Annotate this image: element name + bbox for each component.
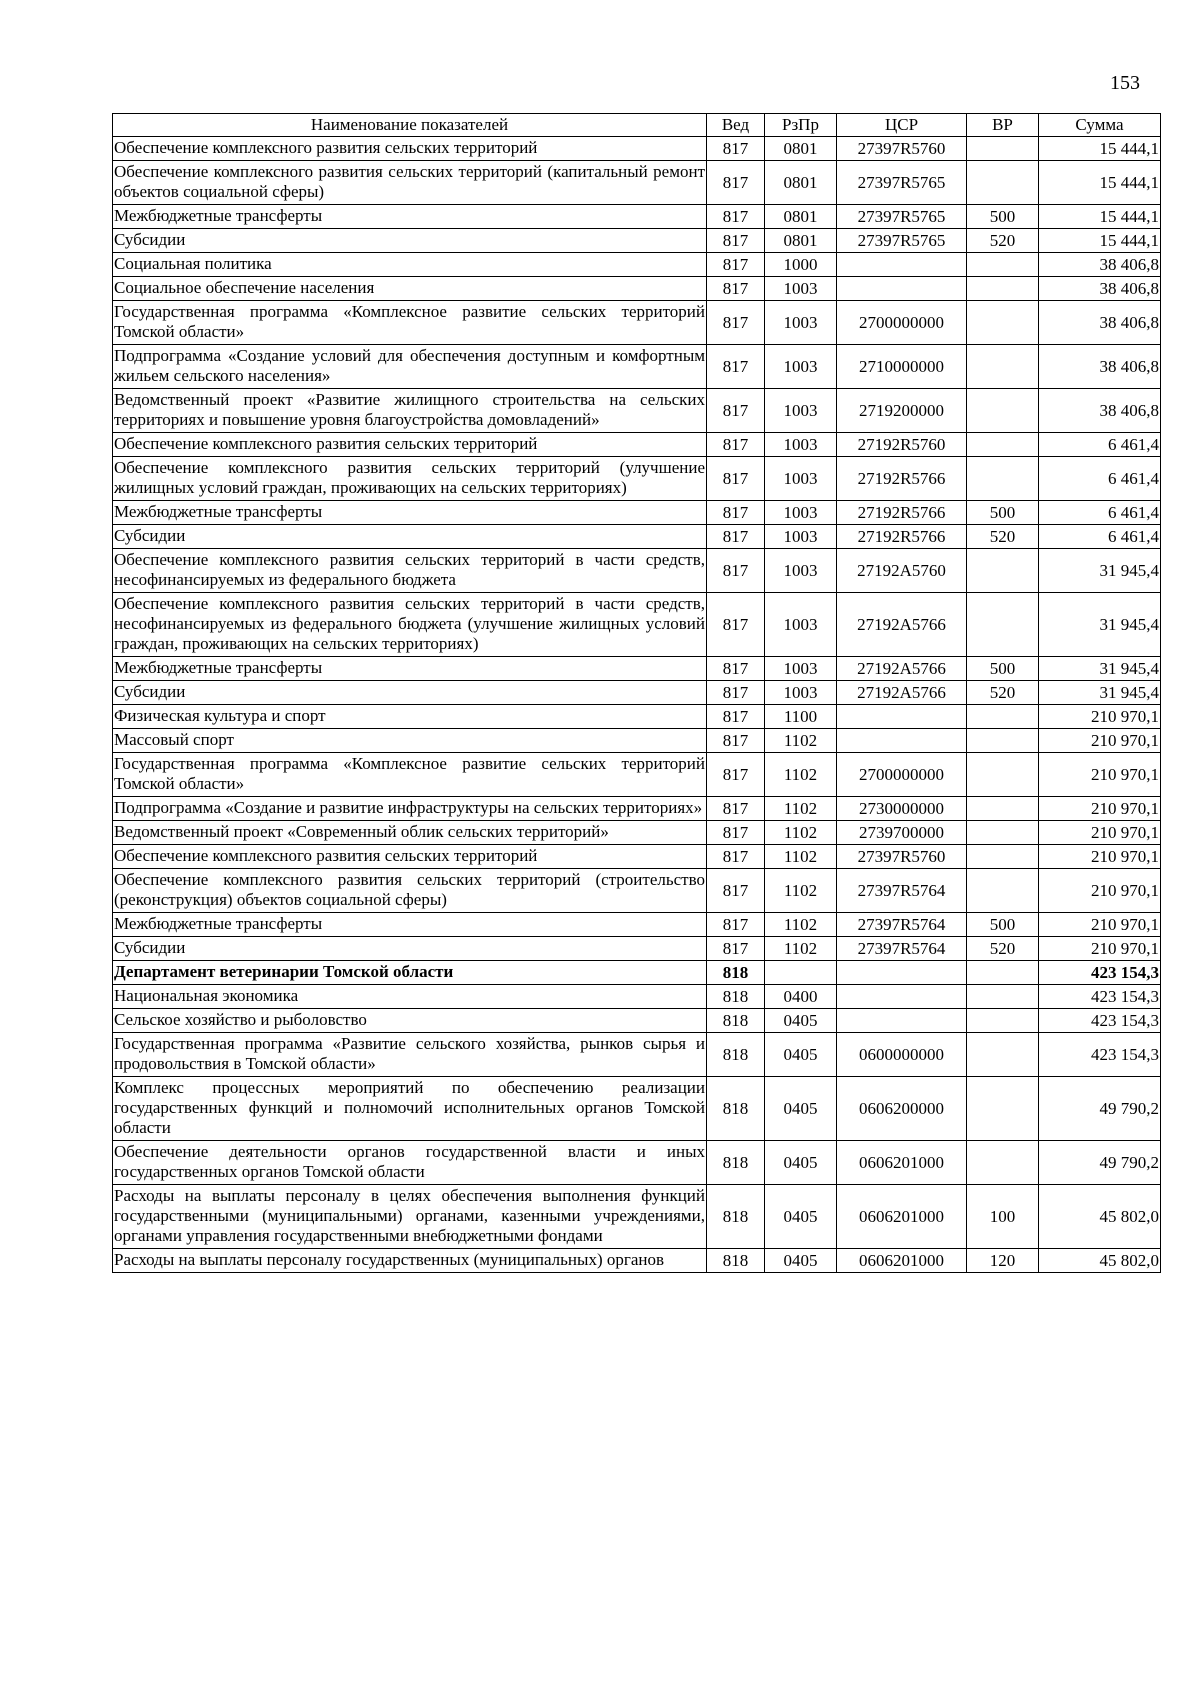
cell-rzpr: 1102	[765, 913, 837, 937]
table-row	[113, 1077, 1161, 1141]
cell-rzpr: 0405	[765, 1249, 837, 1273]
table-row	[113, 433, 1161, 457]
cell-name: Обеспечение комплексного развития сельских территорий	[113, 137, 707, 161]
cell-rzpr: 0405	[765, 1033, 837, 1077]
table-row	[113, 593, 1161, 657]
table-row	[113, 657, 1161, 681]
cell-vr	[967, 549, 1039, 593]
cell-sum: 31 945,4	[1039, 549, 1161, 593]
cell-ved: 817	[707, 501, 765, 525]
cell-csr: 27397R5760	[837, 137, 967, 161]
cell-ved: 817	[707, 913, 765, 937]
cell-sum: 45 802,0	[1039, 1249, 1161, 1273]
cell-name: Комплекс процессных мероприятий по обеспечению реализации государственных функций и полномочий исполнительных органов Томской области	[113, 1077, 707, 1141]
table-row	[113, 845, 1161, 869]
cell-name: Социальная политика	[113, 253, 707, 277]
table-row	[113, 345, 1161, 389]
cell-name: Физическая культура и спорт	[113, 705, 707, 729]
cell-ved: 817	[707, 753, 765, 797]
cell-name: Социальное обеспечение населения	[113, 277, 707, 301]
cell-vr: 500	[967, 205, 1039, 229]
cell-sum: 31 945,4	[1039, 657, 1161, 681]
cell-csr: 0606201000	[837, 1185, 967, 1249]
cell-rzpr: 1003	[765, 345, 837, 389]
cell-ved: 817	[707, 253, 765, 277]
cell-sum: 31 945,4	[1039, 593, 1161, 657]
cell-sum: 210 970,1	[1039, 937, 1161, 961]
cell-vr: 520	[967, 525, 1039, 549]
table-row	[113, 705, 1161, 729]
cell-rzpr: 1102	[765, 821, 837, 845]
cell-vr	[967, 161, 1039, 205]
cell-rzpr: 0405	[765, 1185, 837, 1249]
cell-vr	[967, 705, 1039, 729]
table-row	[113, 869, 1161, 913]
cell-name: Обеспечение комплексного развития сельских территорий (капитальный ремонт объектов социальной сферы)	[113, 161, 707, 205]
cell-rzpr: 1003	[765, 549, 837, 593]
table-row	[113, 137, 1161, 161]
cell-csr: 2700000000	[837, 301, 967, 345]
cell-name: Национальная экономика	[113, 985, 707, 1009]
table-row	[113, 205, 1161, 229]
cell-vr	[967, 729, 1039, 753]
cell-sum: 210 970,1	[1039, 753, 1161, 797]
cell-csr: 27192R5760	[837, 433, 967, 457]
cell-vr: 500	[967, 657, 1039, 681]
table-row	[113, 229, 1161, 253]
table-row	[113, 1141, 1161, 1185]
cell-vr	[967, 1077, 1039, 1141]
cell-sum: 210 970,1	[1039, 729, 1161, 753]
cell-csr	[837, 961, 967, 985]
cell-sum: 38 406,8	[1039, 301, 1161, 345]
cell-ved: 817	[707, 137, 765, 161]
cell-ved: 817	[707, 681, 765, 705]
cell-csr: 27397R5764	[837, 937, 967, 961]
cell-vr: 500	[967, 913, 1039, 937]
cell-name: Субсидии	[113, 525, 707, 549]
cell-vr	[967, 137, 1039, 161]
cell-vr	[967, 845, 1039, 869]
cell-vr	[967, 389, 1039, 433]
cell-csr: 2710000000	[837, 345, 967, 389]
cell-sum: 38 406,8	[1039, 277, 1161, 301]
cell-sum: 15 444,1	[1039, 137, 1161, 161]
cell-name: Расходы на выплаты персоналу государственных (муниципальных) органов	[113, 1249, 707, 1273]
table-row	[113, 549, 1161, 593]
cell-vr	[967, 961, 1039, 985]
cell-csr	[837, 729, 967, 753]
cell-rzpr: 1003	[765, 277, 837, 301]
cell-vr: 520	[967, 937, 1039, 961]
cell-vr: 120	[967, 1249, 1039, 1273]
cell-ved: 817	[707, 433, 765, 457]
cell-ved: 817	[707, 301, 765, 345]
cell-sum: 210 970,1	[1039, 913, 1161, 937]
cell-csr: 0600000000	[837, 1033, 967, 1077]
cell-rzpr: 0801	[765, 229, 837, 253]
cell-csr: 27192A5766	[837, 681, 967, 705]
cell-name: Межбюджетные трансферты	[113, 501, 707, 525]
cell-name: Межбюджетные трансферты	[113, 657, 707, 681]
cell-csr: 27397R5765	[837, 205, 967, 229]
table-row	[113, 525, 1161, 549]
cell-ved: 817	[707, 229, 765, 253]
cell-ved: 818	[707, 985, 765, 1009]
cell-sum: 31 945,4	[1039, 681, 1161, 705]
cell-ved: 817	[707, 729, 765, 753]
cell-vr	[967, 985, 1039, 1009]
header-csr: ЦСР	[837, 114, 967, 137]
cell-name: Межбюджетные трансферты	[113, 205, 707, 229]
cell-vr	[967, 253, 1039, 277]
table-row	[113, 253, 1161, 277]
cell-rzpr: 0405	[765, 1141, 837, 1185]
cell-name: Департамент ветеринарии Томской области	[113, 961, 707, 985]
cell-ved: 817	[707, 161, 765, 205]
cell-csr: 0606201000	[837, 1249, 967, 1273]
cell-csr: 2700000000	[837, 753, 967, 797]
cell-vr: 520	[967, 681, 1039, 705]
cell-ved: 817	[707, 277, 765, 301]
cell-csr	[837, 1009, 967, 1033]
table-row	[113, 913, 1161, 937]
cell-name: Обеспечение деятельности органов государственной власти и иных государственных органов Томской области	[113, 1141, 707, 1185]
cell-name: Обеспечение комплексного развития сельских территорий в части средств, несофинансируемых из федерального бюджета	[113, 549, 707, 593]
cell-rzpr: 1003	[765, 657, 837, 681]
cell-rzpr: 1102	[765, 869, 837, 913]
table-row	[113, 1009, 1161, 1033]
cell-name: Государственная программа «Развитие сельского хозяйства, рынков сырья и продовольствия в Томской области»	[113, 1033, 707, 1077]
cell-vr	[967, 433, 1039, 457]
cell-name: Государственная программа «Комплексное развитие сельских территорий Томской области»	[113, 301, 707, 345]
cell-sum: 210 970,1	[1039, 705, 1161, 729]
cell-vr	[967, 301, 1039, 345]
cell-csr: 27192R5766	[837, 457, 967, 501]
cell-csr: 27397R5764	[837, 869, 967, 913]
cell-rzpr: 0400	[765, 985, 837, 1009]
cell-vr: 520	[967, 229, 1039, 253]
cell-sum: 6 461,4	[1039, 433, 1161, 457]
table-row	[113, 937, 1161, 961]
cell-rzpr: 0405	[765, 1009, 837, 1033]
cell-name: Обеспечение комплексного развития сельских территорий в части средств, несофинансируемых из федерального бюджета (улучшение жилищных условий граждан, проживающих на сельских территориях)	[113, 593, 707, 657]
table-row	[113, 301, 1161, 345]
cell-sum: 38 406,8	[1039, 389, 1161, 433]
cell-rzpr: 1003	[765, 525, 837, 549]
cell-ved: 818	[707, 1033, 765, 1077]
cell-ved: 817	[707, 845, 765, 869]
cell-ved: 817	[707, 205, 765, 229]
table-body	[113, 137, 1161, 1273]
cell-name: Расходы на выплаты персоналу в целях обеспечения выполнения функций государственными (муниципальными) органами, казенными учреждениями, органами управления государственными внебюджетными фондами	[113, 1185, 707, 1249]
cell-rzpr: 0801	[765, 161, 837, 205]
table-row	[113, 501, 1161, 525]
cell-ved: 817	[707, 657, 765, 681]
cell-ved: 817	[707, 937, 765, 961]
cell-ved: 818	[707, 1009, 765, 1033]
cell-csr: 27192A5760	[837, 549, 967, 593]
cell-name: Обеспечение комплексного развития сельских территорий (строительство (реконструкция) объектов социальной сферы)	[113, 869, 707, 913]
cell-name: Массовый спорт	[113, 729, 707, 753]
cell-sum: 210 970,1	[1039, 869, 1161, 913]
cell-sum: 6 461,4	[1039, 457, 1161, 501]
cell-csr	[837, 705, 967, 729]
header-ved: Вед	[707, 114, 765, 137]
table-row	[113, 797, 1161, 821]
cell-name: Подпрограмма «Создание условий для обеспечения доступным и комфортным жильем сельского населения»	[113, 345, 707, 389]
cell-vr	[967, 457, 1039, 501]
table-row	[113, 1185, 1161, 1249]
cell-vr	[967, 1033, 1039, 1077]
cell-csr: 2739700000	[837, 821, 967, 845]
cell-ved: 817	[707, 797, 765, 821]
cell-rzpr: 1102	[765, 845, 837, 869]
cell-csr: 27397R5764	[837, 913, 967, 937]
table-row	[113, 389, 1161, 433]
cell-vr	[967, 797, 1039, 821]
cell-sum: 210 970,1	[1039, 821, 1161, 845]
cell-ved: 817	[707, 389, 765, 433]
cell-rzpr: 1003	[765, 501, 837, 525]
cell-vr	[967, 593, 1039, 657]
cell-ved: 817	[707, 593, 765, 657]
cell-sum: 6 461,4	[1039, 525, 1161, 549]
cell-rzpr	[765, 961, 837, 985]
budget-table	[112, 113, 1161, 1273]
table-row	[113, 277, 1161, 301]
cell-name: Государственная программа «Комплексное развитие сельских территорий Томской области»	[113, 753, 707, 797]
cell-sum: 38 406,8	[1039, 345, 1161, 389]
cell-vr	[967, 1141, 1039, 1185]
cell-sum: 15 444,1	[1039, 161, 1161, 205]
cell-csr: 2730000000	[837, 797, 967, 821]
cell-vr	[967, 821, 1039, 845]
cell-rzpr: 1003	[765, 301, 837, 345]
cell-ved: 817	[707, 549, 765, 593]
table-row	[113, 161, 1161, 205]
cell-name: Сельское хозяйство и рыболовство	[113, 1009, 707, 1033]
cell-name: Обеспечение комплексного развития сельских территорий	[113, 433, 707, 457]
cell-csr: 27192R5766	[837, 501, 967, 525]
cell-sum: 423 154,3	[1039, 961, 1161, 985]
cell-ved: 818	[707, 1249, 765, 1273]
cell-ved: 818	[707, 1141, 765, 1185]
cell-ved: 817	[707, 345, 765, 389]
header-vr: ВР	[967, 114, 1039, 137]
cell-csr: 27397R5765	[837, 229, 967, 253]
cell-csr	[837, 277, 967, 301]
cell-vr	[967, 753, 1039, 797]
table-row	[113, 1249, 1161, 1273]
table-header-row	[113, 114, 1161, 137]
cell-sum: 49 790,2	[1039, 1141, 1161, 1185]
cell-ved: 818	[707, 961, 765, 985]
cell-rzpr: 1100	[765, 705, 837, 729]
cell-csr: 0606201000	[837, 1141, 967, 1185]
cell-rzpr: 1102	[765, 797, 837, 821]
cell-rzpr: 1003	[765, 681, 837, 705]
cell-sum: 210 970,1	[1039, 845, 1161, 869]
cell-name: Подпрограмма «Создание и развитие инфраструктуры на сельских территориях»	[113, 797, 707, 821]
cell-vr	[967, 345, 1039, 389]
cell-rzpr: 1003	[765, 433, 837, 457]
cell-sum: 45 802,0	[1039, 1185, 1161, 1249]
cell-sum: 423 154,3	[1039, 1009, 1161, 1033]
cell-ved: 817	[707, 457, 765, 501]
cell-ved: 818	[707, 1185, 765, 1249]
cell-sum: 423 154,3	[1039, 1033, 1161, 1077]
table-row	[113, 985, 1161, 1009]
cell-sum: 423 154,3	[1039, 985, 1161, 1009]
cell-vr: 100	[967, 1185, 1039, 1249]
cell-csr: 2719200000	[837, 389, 967, 433]
cell-vr: 500	[967, 501, 1039, 525]
cell-name: Обеспечение комплексного развития сельских территорий (улучшение жилищных условий граждан, проживающих на сельских территориях)	[113, 457, 707, 501]
table-row	[113, 681, 1161, 705]
cell-rzpr: 1003	[765, 389, 837, 433]
cell-sum: 49 790,2	[1039, 1077, 1161, 1141]
cell-rzpr: 0801	[765, 205, 837, 229]
cell-ved: 817	[707, 705, 765, 729]
table-row	[113, 1033, 1161, 1077]
table-row	[113, 457, 1161, 501]
table-row	[113, 821, 1161, 845]
cell-ved: 817	[707, 821, 765, 845]
cell-ved: 817	[707, 869, 765, 913]
cell-rzpr: 0801	[765, 137, 837, 161]
cell-vr	[967, 277, 1039, 301]
cell-ved: 818	[707, 1077, 765, 1141]
cell-name: Ведомственный проект «Современный облик сельских территорий»	[113, 821, 707, 845]
cell-vr	[967, 1009, 1039, 1033]
cell-sum: 15 444,1	[1039, 205, 1161, 229]
header-name: Наименование показателей	[113, 114, 707, 137]
cell-csr	[837, 985, 967, 1009]
cell-rzpr: 1102	[765, 753, 837, 797]
cell-name: Субсидии	[113, 681, 707, 705]
cell-sum: 6 461,4	[1039, 501, 1161, 525]
cell-csr: 27192R5766	[837, 525, 967, 549]
cell-sum: 210 970,1	[1039, 797, 1161, 821]
cell-vr	[967, 869, 1039, 913]
cell-rzpr: 1003	[765, 593, 837, 657]
cell-ved: 817	[707, 525, 765, 549]
cell-csr: 27397R5760	[837, 845, 967, 869]
header-rzpr: РзПр	[765, 114, 837, 137]
cell-csr: 0606200000	[837, 1077, 967, 1141]
cell-name: Субсидии	[113, 229, 707, 253]
page-number: 153	[1110, 72, 1140, 94]
cell-rzpr: 1000	[765, 253, 837, 277]
cell-name: Межбюджетные трансферты	[113, 913, 707, 937]
cell-rzpr: 0405	[765, 1077, 837, 1141]
cell-rzpr: 1102	[765, 937, 837, 961]
cell-csr: 27192A5766	[837, 593, 967, 657]
cell-name: Ведомственный проект «Развитие жилищного строительства на сельских территориях и повышение уровня благоустройства домовладений»	[113, 389, 707, 433]
header-sum: Сумма	[1039, 114, 1161, 137]
cell-rzpr: 1003	[765, 457, 837, 501]
cell-name: Субсидии	[113, 937, 707, 961]
cell-sum: 38 406,8	[1039, 253, 1161, 277]
table-row	[113, 729, 1161, 753]
cell-csr: 27397R5765	[837, 161, 967, 205]
cell-csr	[837, 253, 967, 277]
table-row	[113, 961, 1161, 985]
cell-csr: 27192A5766	[837, 657, 967, 681]
cell-rzpr: 1102	[765, 729, 837, 753]
table-row	[113, 753, 1161, 797]
cell-sum: 15 444,1	[1039, 229, 1161, 253]
cell-name: Обеспечение комплексного развития сельских территорий	[113, 845, 707, 869]
